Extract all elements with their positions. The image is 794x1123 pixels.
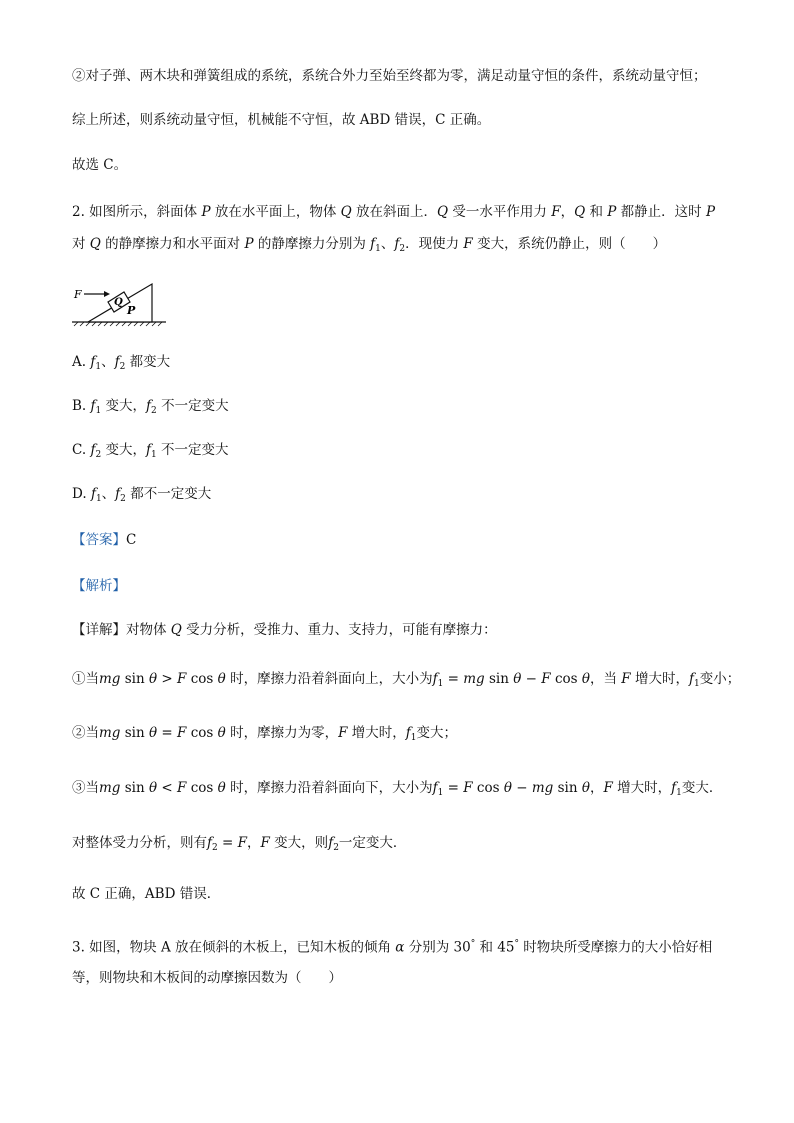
- conclusion-line: 故 C 正确，ABD 错误．: [72, 886, 221, 902]
- option-c: C. $f_2$ 变大，$f_1$ 不一定变大: [72, 442, 229, 460]
- q3-stem-line2: 等，则物块和木板间的动摩擦因数为（ ）: [72, 970, 342, 986]
- answer-line: [72, 530, 136, 550]
- case-2: ②当mg sin θ = F cos θ 时，摩擦力为零，F 增大时，$f_1$变大；: [72, 725, 457, 743]
- q2-stem-line1: 2. 如图所示，斜面体 P 放在水平面上，物体 Q 放在斜面上．Q 受一水平作用力 F，Q 和 P 都静止．这时 P: [72, 204, 716, 220]
- incline-figure: [70, 276, 170, 332]
- paragraph-momentum-conserved: ②对子弹、两木块和弹簧组成的系统，系统合外力至始至终都为零，满足动量守恒的条件，系统动量守恒；: [72, 68, 707, 84]
- answer-tag: 【答案】: [72, 532, 126, 548]
- detail-line: 【详解】对物体 Q 受力分析，受推力、重力、支持力，可能有摩擦力：: [72, 622, 497, 638]
- paragraph-choose-c: 故选 C。: [72, 157, 128, 173]
- ground-hatching: [72, 322, 166, 326]
- whole-system-line: 对整体受力分析，则有$f_2 = F$，F 变大，则$f_2$一定变大．: [72, 835, 407, 853]
- option-d: D. $f_1$、$f_2$ 都不一定变大: [72, 486, 212, 504]
- option-b: B. $f_1$ 变大，$f_2$ 不一定变大: [72, 398, 229, 416]
- q2-stem-line2: 对 Q 的静摩擦力和水平面对 P 的静摩擦力分别为 $f_1$、$f_2$．现使力 F 变大，系统仍静止，则（ ）: [72, 236, 667, 254]
- case-3: ③当mg sin θ < F cos θ 时，摩擦力沿着斜面向下，大小为$f_1 = F$ cos θ − mg sin θ，F 增大时，$f_1$变大．: [72, 780, 723, 798]
- q3-stem-line1: 3. 如图，物块 A 放在倾斜的木板上，已知木板的倾角 α 分别为 30° 和 45° 时物块所受摩擦力的大小恰好相: [72, 939, 713, 956]
- label-p: P: [127, 304, 136, 317]
- paragraph-summary: 综上所述，则系统动量守恒，机械能不守恒，故 ABD 错误，C 正确。: [72, 112, 491, 128]
- case-1: ①当mg sin θ > F cos θ 时，摩擦力沿着斜面向上，大小为$f_1$ = mg sin θ − F cos θ，当 F 增大时，$f_1$变小；: [72, 671, 741, 689]
- label-q: Q: [114, 297, 123, 308]
- answer-value: C: [126, 532, 137, 548]
- option-a: A. $f_1$、$f_2$ 都变大: [72, 354, 171, 372]
- force-arrowhead: [104, 291, 110, 297]
- label-f: F: [74, 288, 82, 301]
- analysis-tag: 【解析】: [72, 578, 126, 594]
